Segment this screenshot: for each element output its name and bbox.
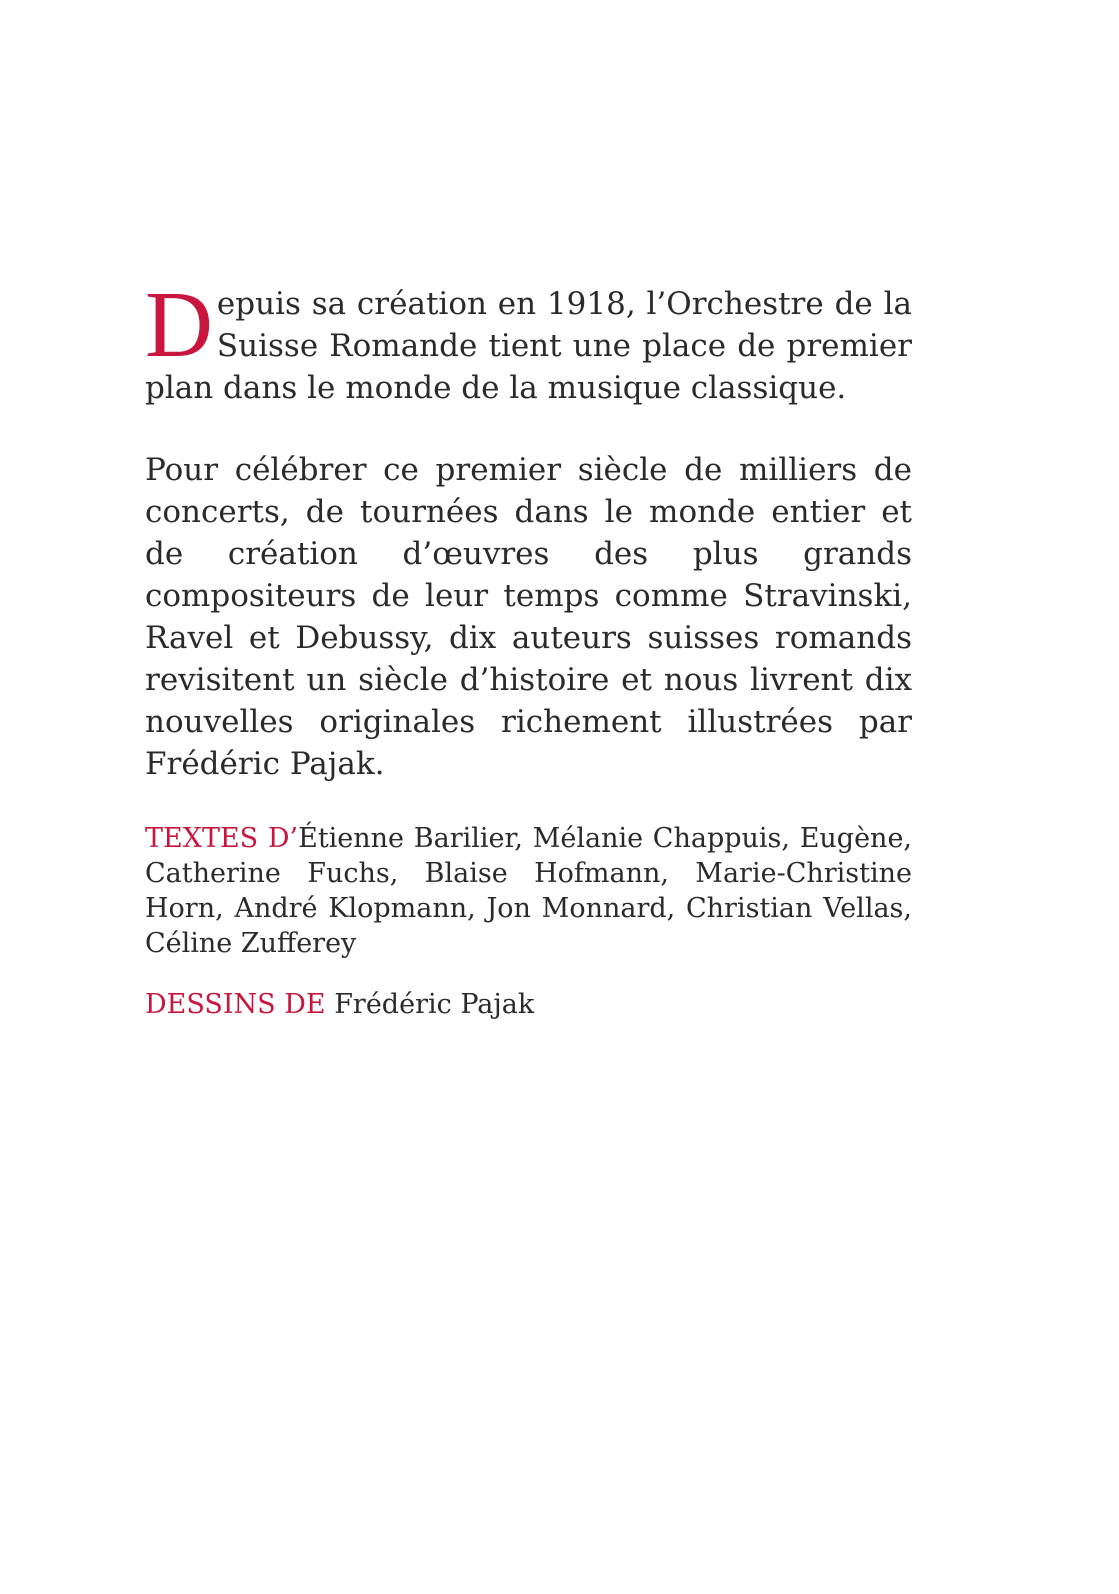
authors-label: TEXTES D’ [145, 823, 299, 854]
authors-credit [145, 821, 912, 961]
intro-paragraph [145, 273, 912, 409]
intro-paragraph-text: epuis sa création en 1918, l’Orchestre de la Suisse Romande tient une place de premier plan dans le monde de la musique classique. [145, 286, 912, 406]
drawings-credit [145, 987, 912, 1022]
description-paragraph: Pour célébrer ce premier siècle de milliers de concerts, de tournées dans le monde entier et de création d’œuvres des plus grands compositeurs de leur temps comme Stravinski, Ravel et Debussy, dix auteurs suisses romands revisitent un siècle d’histoire et nous livrent dix nouvelles originales richement illustrées par Frédéric Pajak. [145, 452, 912, 782]
back-cover-text [145, 273, 913, 1022]
drawings-label: DESSINS DE [145, 989, 335, 1020]
drop-cap: D [145, 273, 213, 377]
authors-list: Étienne Barilier, Mélanie Chappuis, Eugène, Catherine Fuchs, Blaise Hofmann, Marie-Christine Horn, André Klopmann, Jon Monnard, Christian Vellas, Céline Zufferey [145, 823, 913, 959]
illustrator-name: Frédéric Pajak [334, 989, 535, 1020]
